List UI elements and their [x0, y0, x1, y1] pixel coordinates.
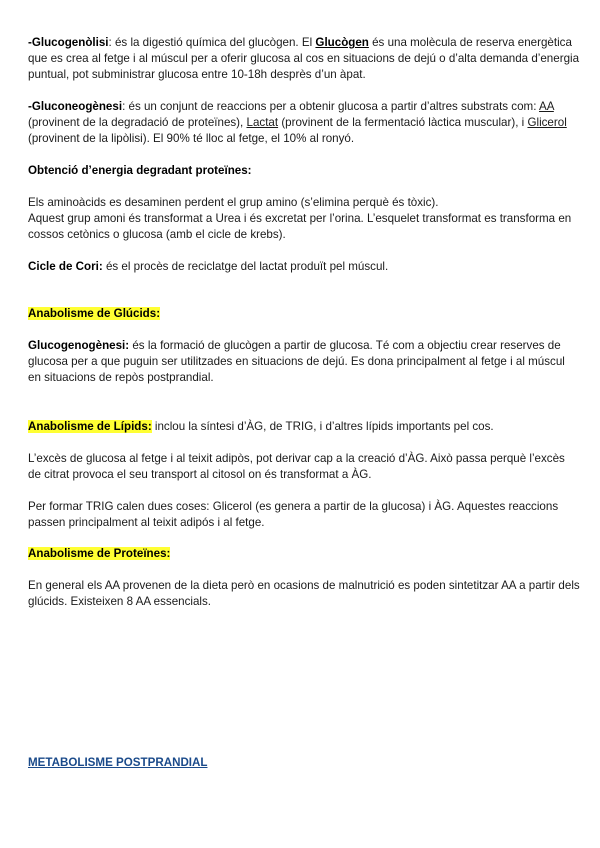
anabolisme-lipids-intro: inclou la síntesi d’ÀG, de TRIG, i d’altres lípids importants pel cos. — [151, 420, 494, 433]
metabolisme-postprandial-link[interactable]: METABOLISME POSTPRANDIAL — [28, 756, 208, 769]
glucogen-term: Glucògen — [315, 36, 369, 49]
glucogenolisi-term: -Glucogenòlisi — [28, 36, 109, 49]
obtencio-line-2: Aquest grup amoni és transformat a Urea i és excretat per l’orina. L’esquelet transformat es transforma en cossos cetònics o glucosa (amb el cicle de krebs). — [28, 212, 572, 241]
obtencio-line-1: Els aminoàcids es desaminen perdent el grup amino (s’elimina perquè és tòxic). — [28, 196, 439, 209]
glucogenogenesi-term: Glucogenogènesi: — [28, 339, 130, 352]
obtencio-paragraph — [28, 195, 580, 243]
cori-paragraph — [28, 259, 580, 275]
aa-term: AA — [539, 100, 554, 113]
glucogenogenesi-text: és la formació de glucògen a partir de glucosa. Té com a objectiu crear reserves de glucosa per a que puguin ser utilitzades en situacions de dejú. Es dona principalment al fetge i al múscul en situacions de repòs postprandial. — [28, 339, 565, 384]
gluconeogenesi-text-1: : és un conjunt de reaccions per a obtenir glucosa a partir d’altres substrats com: — [122, 100, 540, 113]
obtencio-heading-text: Obtenció d’energia degradant proteïnes: — [28, 164, 252, 177]
gluconeogenesi-text-4: (provinent de la lipòlisi). El 90% té lloc al fetge, el 10% al ronyó. — [28, 132, 355, 145]
proteines-paragraph-text: En general els AA provenen de la dieta però en ocasions de malnutrició es poden sintetitzar AA a partir dels glúcids. Existeixen 8 AA essencials. — [28, 579, 580, 608]
lipids-paragraph-2-text: Per formar TRIG calen dues coses: Glicerol (es genera a partir de la glucosa) i ÀG. Aquestes reaccions passen principalment al teixit adipós i al fetge. — [28, 500, 559, 529]
gluconeogenesi-text-2: (provinent de la degradació de proteïnes), — [28, 116, 247, 129]
anabolisme-proteines-heading — [28, 546, 580, 562]
glucogenolisi-text-2: és una molècula de reserva energètica que es crea al fetge i al múscul per a oferir glucosa al cos en situacions de dejú o d’alta demanda d’energia puntual, pot subministrar glucosa entre 10-18h desprès d’un àpat. — [28, 36, 580, 81]
anabolisme-proteines-heading-text: Anabolisme de Proteïnes: — [28, 547, 171, 560]
cori-text: és el procès de reciclatge del lactat produït pel múscul. — [102, 260, 389, 273]
lipids-paragraph-1 — [28, 451, 580, 483]
anabolisme-lipids-heading-text: Anabolisme de Lípids: — [28, 420, 152, 433]
glucogenolisi-paragraph — [28, 35, 580, 83]
anabolisme-lipids-paragraph — [28, 419, 580, 435]
anabolisme-glucids-heading — [28, 306, 580, 322]
lipids-paragraph-2 — [28, 499, 580, 531]
gluconeogenesi-paragraph — [28, 99, 580, 147]
gluconeogenesi-text-3: (provinent de la fermentació làctica muscular), i — [278, 116, 528, 129]
gluconeogenesi-term: -Gluconeogènesi — [28, 100, 123, 113]
lactat-term: Lactat — [246, 116, 279, 129]
proteines-paragraph — [28, 578, 580, 610]
glucogenolisi-text-1: : és la digestió química del glucògen. El — [108, 36, 316, 49]
obtencio-heading — [28, 163, 580, 179]
metabolisme-postprandial-section — [28, 755, 580, 771]
cori-term: Cicle de Cori: — [28, 260, 103, 273]
glicerol-term: Glicerol — [527, 116, 567, 129]
anabolisme-glucids-heading-text: Anabolisme de Glúcids: — [28, 307, 161, 320]
glucogenogenesi-paragraph — [28, 338, 580, 386]
lipids-paragraph-1-text: L’excès de glucosa al fetge i al teixit adipòs, pot derivar cap a la creació d’ÀG. Això passa perquè l’excès de citrat provoca el seu transport al citosol on és transformat a ÀG. — [28, 452, 565, 481]
